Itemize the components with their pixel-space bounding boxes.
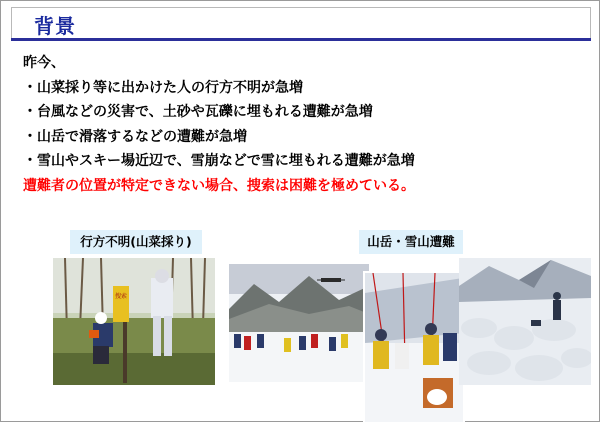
slide-title: 背景 (34, 14, 76, 38)
photo-avalanche-debris (459, 258, 591, 385)
body-line-bullet-4: ・雪山やスキー場近辺で、雪崩などで雪に埋もれる遭難が急増 (23, 153, 415, 169)
body-line-bullet-2: ・台風などの災害で、土砂や瓦礫に埋もれる遭難が急増 (23, 104, 373, 120)
title-box (11, 7, 591, 39)
body-line-bullet-1: ・山菜採り等に出かけた人の行方不明が急増 (23, 79, 303, 96)
warning-text: 遭難者の位置が特定できない場合、捜索は困難を極めている。 (23, 177, 415, 194)
caption-missing-persons: 行方不明(山菜採り) (70, 230, 202, 254)
photo-forest-search (53, 258, 215, 385)
photo-drone-snowfield (229, 264, 369, 382)
photo-snow-probing (363, 271, 465, 424)
body-line-bullet-3: ・山岳で滑落するなどの遭難が急増 (23, 128, 247, 145)
sign-text: 捜索 (115, 293, 128, 300)
body-line-intro: 昨今、 (23, 55, 65, 71)
title-underline (11, 38, 591, 41)
caption-mountain-snow: 山岳・雪山遭難 (359, 230, 463, 254)
body-text (23, 51, 583, 198)
